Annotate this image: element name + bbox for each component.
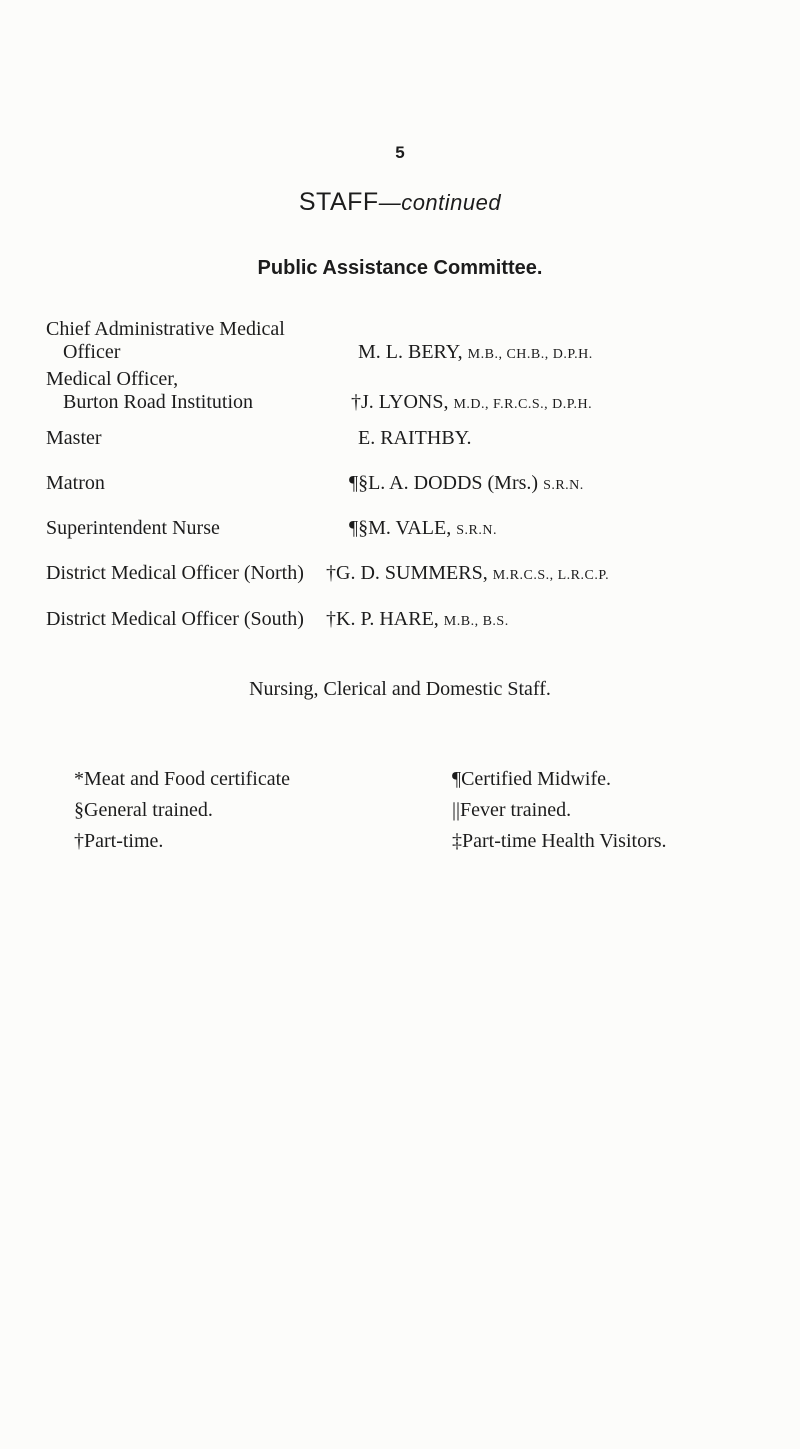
legend-item: †Part-time. — [74, 830, 164, 852]
page-heading — [0, 188, 800, 217]
staff-role-line: Medical Officer, — [46, 368, 179, 390]
staff-qualifications: S.R.N. — [456, 523, 497, 538]
staff-role-line: District Medical Officer (North) — [46, 562, 304, 584]
staff-name: ¶§L. A. DODDS (Mrs.) — [349, 472, 539, 494]
staff-role-line: Master — [46, 427, 102, 449]
staff-row — [46, 427, 786, 450]
staff-name-entry — [326, 608, 509, 633]
staff-qualifications: S.R.N. — [543, 478, 584, 493]
staff-name: ¶§M. VALE, — [349, 517, 452, 539]
staff-qualifications: M.B., CH.B., D.P.H. — [467, 347, 593, 362]
legend-item: ¶Certified Midwife. — [452, 768, 612, 790]
staff-qualifications: M.D., F.R.C.S., D.P.H. — [453, 397, 593, 412]
staff-role-line: District Medical Officer (South) — [46, 608, 304, 630]
staff-role-line: Burton Road Institution — [63, 391, 253, 413]
legend-item: *Meat and Food certificate — [74, 768, 291, 790]
staff-name-entry — [326, 562, 609, 587]
heading-suffix: —continued — [378, 190, 502, 215]
legend-left — [74, 764, 290, 857]
heading-main: STAFF — [298, 188, 379, 216]
staff-row — [46, 472, 786, 495]
staff-name: E. RAITHBY. — [358, 427, 472, 449]
staff-name: †K. P. HARE, — [326, 608, 439, 630]
staff-row — [46, 318, 786, 364]
staff-name-entry — [358, 427, 472, 450]
committee-title: Public Assistance Committee. — [257, 257, 543, 279]
staff-name: M. L. BERY, — [358, 341, 463, 363]
staff-role-line: Matron — [46, 472, 105, 494]
staff-note: Nursing, Clerical and Domestic Staff. — [249, 678, 551, 700]
staff-qualifications: M.B., B.S. — [443, 614, 509, 629]
staff-role-line: Chief Administrative Medical — [46, 318, 285, 340]
staff-name-entry — [358, 341, 593, 366]
legend-item: §General trained. — [74, 799, 213, 821]
staff-role-line: Officer — [63, 341, 121, 363]
page-number: 5 — [395, 143, 405, 162]
legend-item: ||Fever trained. — [452, 799, 572, 821]
legend-right — [452, 764, 667, 857]
staff-qualifications: M.R.C.S., L.R.C.P. — [492, 568, 610, 583]
staff-role-line: Superintendent Nurse — [46, 517, 220, 539]
staff-row — [46, 608, 786, 631]
staff-row — [46, 517, 786, 540]
staff-row — [46, 562, 786, 585]
staff-row — [46, 368, 786, 414]
legend-item: ‡Part-time Health Visitors. — [452, 830, 667, 852]
staff-name-entry — [349, 517, 497, 542]
staff-name: †G. D. SUMMERS, — [326, 562, 488, 584]
staff-name-entry — [351, 391, 592, 416]
staff-name: †J. LYONS, — [351, 391, 449, 413]
staff-name-entry — [349, 472, 584, 497]
